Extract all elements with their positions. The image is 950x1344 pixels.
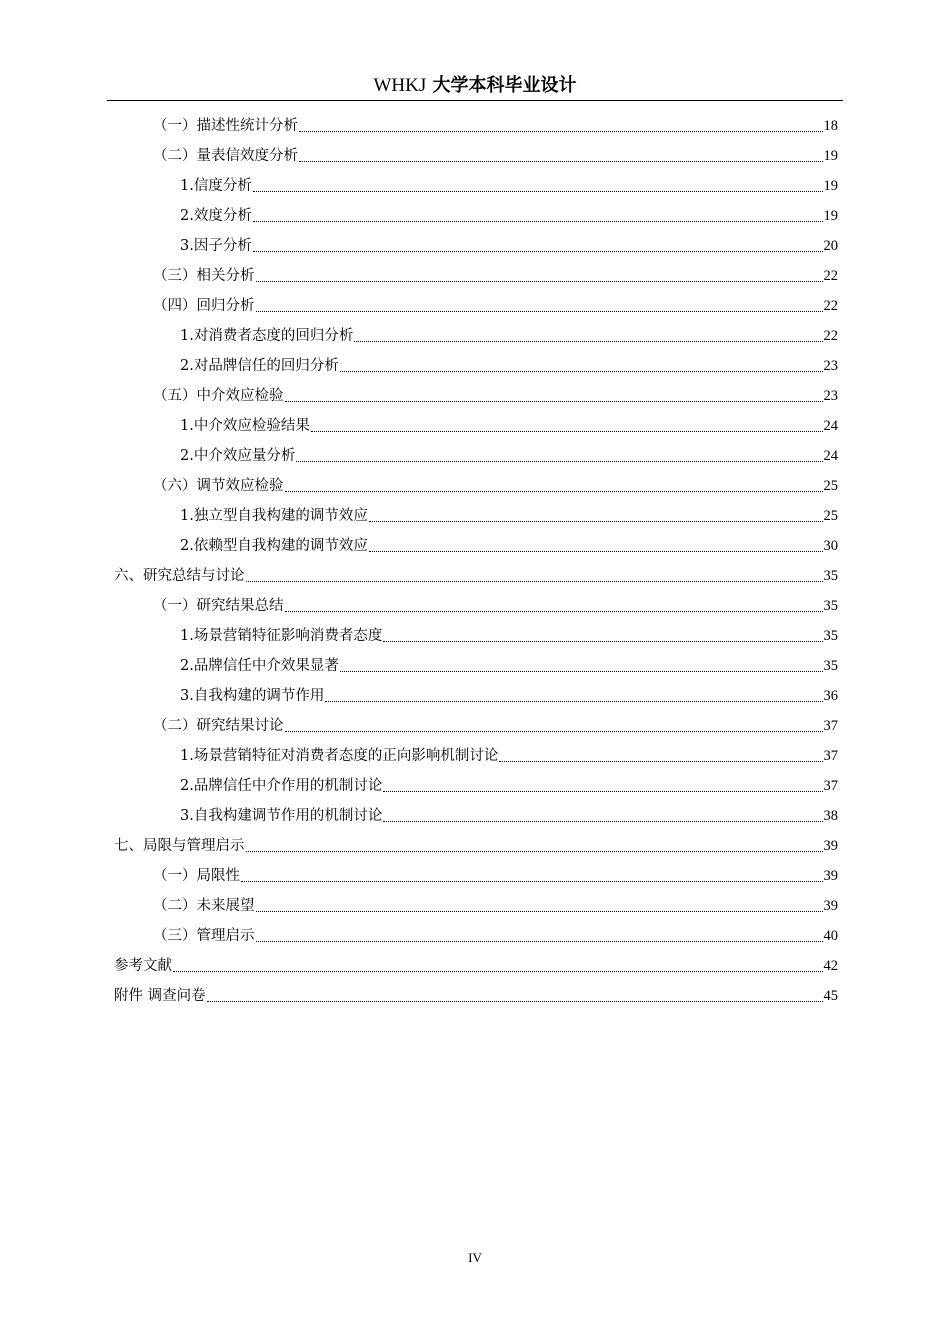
toc-entry[interactable] xyxy=(180,685,838,707)
toc-entry-page: 38 xyxy=(823,808,838,824)
toc-entry[interactable] xyxy=(180,745,838,767)
toc-entry[interactable] xyxy=(180,235,838,257)
toc-entry[interactable] xyxy=(180,415,838,437)
toc-leader-dots xyxy=(299,130,823,132)
toc-entry[interactable] xyxy=(114,955,838,977)
toc-entry-label: （五）中介效应检验 xyxy=(153,388,284,404)
toc-leader-dots xyxy=(241,880,823,882)
toc-entry-page: 45 xyxy=(823,988,838,1004)
toc-entry[interactable] xyxy=(114,985,838,1007)
toc-entry-page: 19 xyxy=(823,208,838,224)
toc-entry-label: 六、研究总结与讨论 xyxy=(114,568,245,584)
toc-entry[interactable] xyxy=(153,895,838,917)
toc-leader-dots xyxy=(246,580,823,582)
toc-entry-label: 参考文献 xyxy=(114,958,172,974)
toc-leader-dots xyxy=(253,220,823,222)
page-number: IV xyxy=(468,1250,482,1265)
toc-entry[interactable] xyxy=(180,355,838,377)
toc-entry-page: 25 xyxy=(823,508,838,524)
toc-entry-page: 39 xyxy=(823,898,838,914)
toc-entry-label: 3.自我构建调节作用的机制讨论 xyxy=(180,808,383,824)
toc-leader-dots xyxy=(296,460,822,462)
toc-leader-dots xyxy=(311,430,823,432)
toc-entry-label: 1.中介效应检验结果 xyxy=(180,418,310,434)
toc-leader-dots xyxy=(256,310,823,312)
toc-entry-page: 37 xyxy=(823,778,838,794)
toc-entry-label: 2.品牌信任中介效果显著 xyxy=(180,658,339,674)
toc-entry[interactable] xyxy=(153,385,838,407)
toc-entry-page: 22 xyxy=(823,298,838,314)
toc-entry[interactable] xyxy=(180,535,838,557)
toc-entry[interactable] xyxy=(114,565,838,587)
toc-entry-label: 2.效度分析 xyxy=(180,208,252,224)
toc-leader-dots xyxy=(173,970,823,972)
page-header xyxy=(107,74,843,100)
toc-entry-page: 22 xyxy=(823,328,838,344)
toc-entry-label: （四）回归分析 xyxy=(153,298,255,314)
toc-entry-page: 19 xyxy=(823,178,838,194)
toc-entry-page: 19 xyxy=(823,148,838,164)
toc-leader-dots xyxy=(285,730,823,732)
toc-leader-dots xyxy=(246,850,823,852)
toc-entry-label: 1.场景营销特征影响消费者态度 xyxy=(180,628,383,644)
toc-leader-dots xyxy=(256,280,823,282)
toc-leader-dots xyxy=(253,190,823,192)
toc-entry-page: 37 xyxy=(823,748,838,764)
toc-entry-page: 18 xyxy=(823,118,838,134)
toc-entry-label: 1.信度分析 xyxy=(180,178,252,194)
toc-entry[interactable] xyxy=(153,865,838,887)
toc-entry-label: （三）管理启示 xyxy=(153,928,255,944)
toc-entry-label: 附件 调查问卷 xyxy=(114,988,206,1004)
toc-entry-page: 35 xyxy=(823,598,838,614)
toc-entry-page: 23 xyxy=(823,388,838,404)
toc-leader-dots xyxy=(256,910,823,912)
toc-entry[interactable] xyxy=(153,475,838,497)
toc-entry-label: （一）局限性 xyxy=(153,868,240,884)
toc-entry-label: 七、局限与管理启示 xyxy=(114,838,245,854)
toc-leader-dots xyxy=(340,670,823,672)
toc-leader-dots xyxy=(383,640,822,642)
toc-entry-page: 22 xyxy=(823,268,838,284)
toc-entry[interactable] xyxy=(153,925,838,947)
toc-entry-label: 1.独立型自我构建的调节效应 xyxy=(180,508,368,524)
toc-entry[interactable] xyxy=(153,265,838,287)
toc-leader-dots xyxy=(383,820,822,822)
header-rule xyxy=(107,100,843,101)
header-title-chinese: 大学本科毕业设计 xyxy=(432,75,577,96)
toc-entry-page: 37 xyxy=(823,718,838,734)
toc-leader-dots xyxy=(256,940,823,942)
toc-entry[interactable] xyxy=(180,205,838,227)
toc-entry[interactable] xyxy=(180,175,838,197)
toc-entry-label: 2.对品牌信任的回归分析 xyxy=(180,358,339,374)
toc-entry-label: 3.自我构建的调节作用 xyxy=(180,688,325,704)
toc-entry-page: 20 xyxy=(823,238,838,254)
toc-entry-label: 2.中介效应量分析 xyxy=(180,448,296,464)
toc-entry-label: （二）研究结果讨论 xyxy=(153,718,284,734)
toc-entry[interactable] xyxy=(114,835,838,857)
toc-entry-label: 3.因子分析 xyxy=(180,238,252,254)
toc-entry-page: 35 xyxy=(823,628,838,644)
toc-leader-dots xyxy=(354,340,822,342)
toc-leader-dots xyxy=(369,520,823,522)
toc-entry[interactable] xyxy=(180,625,838,647)
toc-leader-dots xyxy=(299,160,823,162)
toc-entry-page: 24 xyxy=(823,448,838,464)
toc-entry-page: 40 xyxy=(823,928,838,944)
toc-entry-page: 35 xyxy=(823,568,838,584)
toc-entry-page: 36 xyxy=(823,688,838,704)
toc-entry[interactable] xyxy=(153,115,838,137)
toc-entry[interactable] xyxy=(180,505,838,527)
toc-entry-label: （六）调节效应检验 xyxy=(153,478,284,494)
toc-entry[interactable] xyxy=(180,445,838,467)
toc-entry-label: 2.品牌信任中介作用的机制讨论 xyxy=(180,778,383,794)
toc-leader-dots xyxy=(207,1000,823,1002)
toc-leader-dots xyxy=(499,760,822,762)
toc-entry-label: （二）量表信效度分析 xyxy=(153,148,298,164)
toc-entry-page: 24 xyxy=(823,418,838,434)
toc-entry[interactable] xyxy=(153,295,838,317)
toc-entry-page: 23 xyxy=(823,358,838,374)
toc-entry-page: 39 xyxy=(823,838,838,854)
toc-entry[interactable] xyxy=(180,775,838,797)
toc-entry-page: 42 xyxy=(823,958,838,974)
toc-leader-dots xyxy=(325,700,822,702)
toc-entry[interactable] xyxy=(180,325,838,347)
toc-leader-dots xyxy=(340,370,823,372)
toc-entry-page: 25 xyxy=(823,478,838,494)
toc-entry-label: 1.场景营销特征对消费者态度的正向影响机制讨论 xyxy=(180,748,499,764)
toc-entry-label: （二）未来展望 xyxy=(153,898,255,914)
toc-entry[interactable] xyxy=(180,655,838,677)
header-title-latin: WHKJ xyxy=(373,75,427,96)
toc-entry-page: 39 xyxy=(823,868,838,884)
toc-entry-label: （三）相关分析 xyxy=(153,268,255,284)
toc-entry-page: 35 xyxy=(823,658,838,674)
toc-leader-dots xyxy=(285,610,823,612)
toc-leader-dots xyxy=(285,400,823,402)
toc-entry-page: 30 xyxy=(823,538,838,554)
toc-leader-dots xyxy=(285,490,823,492)
toc-entry-label: （一）研究结果总结 xyxy=(153,598,284,614)
toc-entry[interactable] xyxy=(153,595,838,617)
toc-entry[interactable] xyxy=(180,805,838,827)
toc-leader-dots xyxy=(369,550,823,552)
toc-entry-label: 1.对消费者态度的回归分析 xyxy=(180,328,354,344)
toc-leader-dots xyxy=(383,790,822,792)
toc-entry-label: 2.依赖型自我构建的调节效应 xyxy=(180,538,368,554)
toc-entry-label: （一）描述性统计分析 xyxy=(153,118,298,134)
toc-entry[interactable] xyxy=(153,715,838,737)
toc-leader-dots xyxy=(253,250,823,252)
toc-entry[interactable] xyxy=(153,145,838,167)
